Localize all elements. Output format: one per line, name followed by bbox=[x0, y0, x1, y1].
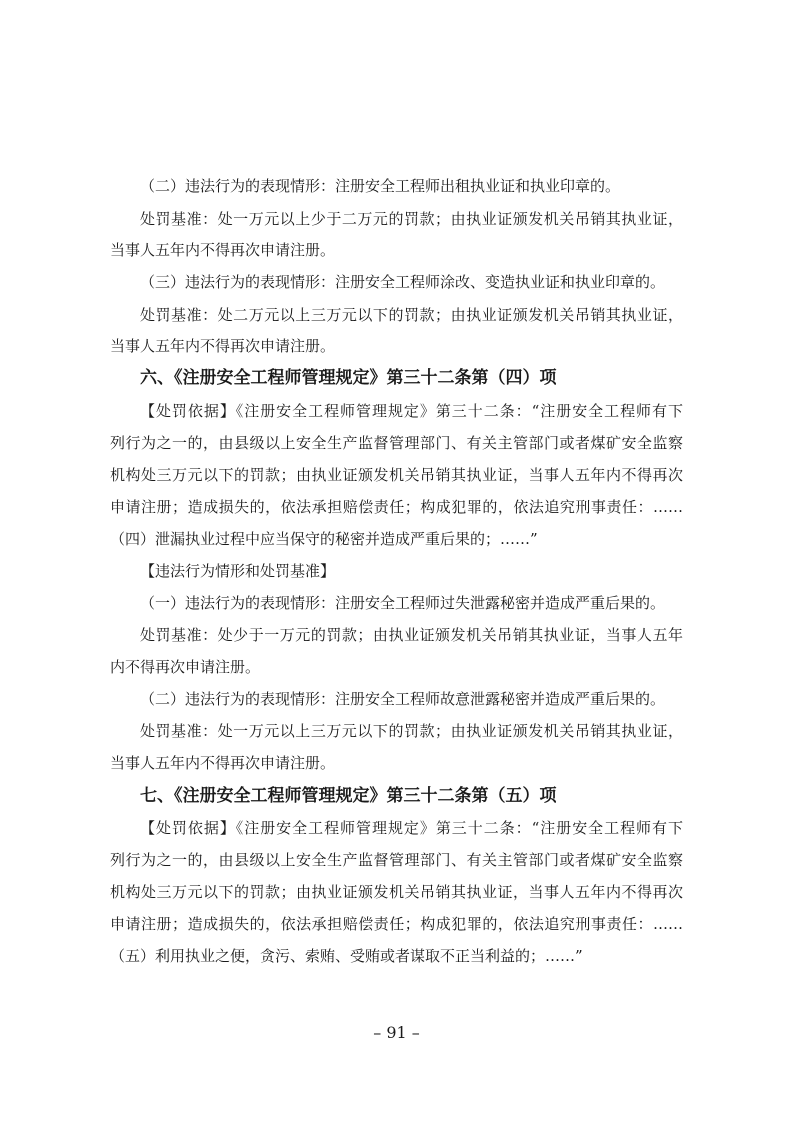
paragraph-line: 处罚基准：处少于一万元的罚款；由执业证颁发机关吊销其执业证，当事人五年 bbox=[140, 626, 683, 644]
paragraph-line: 列行为之一的，由县级以上安全生产监督管理部门、有关主管部门或者煤矿安全监察 bbox=[110, 851, 683, 869]
paragraph-line: 申请注册；造成损失的，依法承担赔偿责任；构成犯罪的，依法追究刑事责任：…… bbox=[110, 498, 683, 516]
paragraph-line: 内不得再次申请注册。 bbox=[110, 658, 261, 676]
paragraph-line: 列行为之一的，由县级以上安全生产监督管理部门、有关主管部门或者煤矿安全监察 bbox=[110, 434, 683, 452]
paragraph-line: （三）违法行为的表现情形：注册安全工程师涂改、变造执业证和执业印章的。 bbox=[140, 273, 666, 291]
section-heading: 七、《注册安全工程师管理规定》第三十二条第（五）项 bbox=[140, 786, 557, 806]
paragraph-line: 申请注册；造成损失的，依法承担赔偿责任；构成犯罪的，依法追究刑事责任：…… bbox=[110, 915, 683, 933]
paragraph-line: 【处罚依据】《注册安全工程师管理规定》第三十二条：“注册安全工程师有下 bbox=[140, 402, 683, 420]
paragraph-line: （二）违法行为的表现情形：注册安全工程师故意泄露秘密并造成严重后果的。 bbox=[140, 690, 666, 708]
paragraph-line: 处罚基准：处一万元以上少于二万元的罚款；由执业证颁发机关吊销其执业证， bbox=[140, 210, 683, 228]
paragraph-line: 【处罚依据】《注册安全工程师管理规定》第三十二条：“注册安全工程师有下 bbox=[140, 819, 683, 837]
section-heading: 六、《注册安全工程师管理规定》第三十二条第（四）项 bbox=[140, 368, 557, 388]
paragraph-line: 处罚基准：处一万元以上三万元以下的罚款；由执业证颁发机关吊销其执业证， bbox=[140, 722, 683, 740]
paragraph-line: （五）利用执业之便，贪污、索贿、受贿或者谋取不正当利益的；……” bbox=[110, 947, 583, 965]
paragraph-line: 机构处三万元以下的罚款；由执业证颁发机关吊销其执业证，当事人五年内不得再次 bbox=[110, 466, 683, 484]
paragraph-line: 当事人五年内不得再次申请注册。 bbox=[110, 754, 336, 772]
paragraph-line: （一）违法行为的表现情形：注册安全工程师过失泄露秘密并造成严重后果的。 bbox=[140, 594, 666, 612]
page-number: – 91 – bbox=[373, 1023, 420, 1042]
paragraph-line: 当事人五年内不得再次申请注册。 bbox=[110, 241, 336, 259]
paragraph-line: 机构处三万元以下的罚款；由执业证颁发机关吊销其执业证，当事人五年内不得再次 bbox=[110, 883, 683, 901]
paragraph-line: （二）违法行为的表现情形：注册安全工程师出租执业证和执业印章的。 bbox=[140, 177, 621, 195]
paragraph-line: 处罚基准：处二万元以上三万元以下的罚款；由执业证颁发机关吊销其执业证， bbox=[140, 306, 683, 324]
paragraph-line: 当事人五年内不得再次申请注册。 bbox=[110, 337, 336, 355]
paragraph-line: 【违法行为情形和处罚基准】 bbox=[140, 562, 336, 580]
paragraph-line: （四）泄漏执业过程中应当保守的秘密并造成严重后果的；……” bbox=[110, 530, 538, 548]
